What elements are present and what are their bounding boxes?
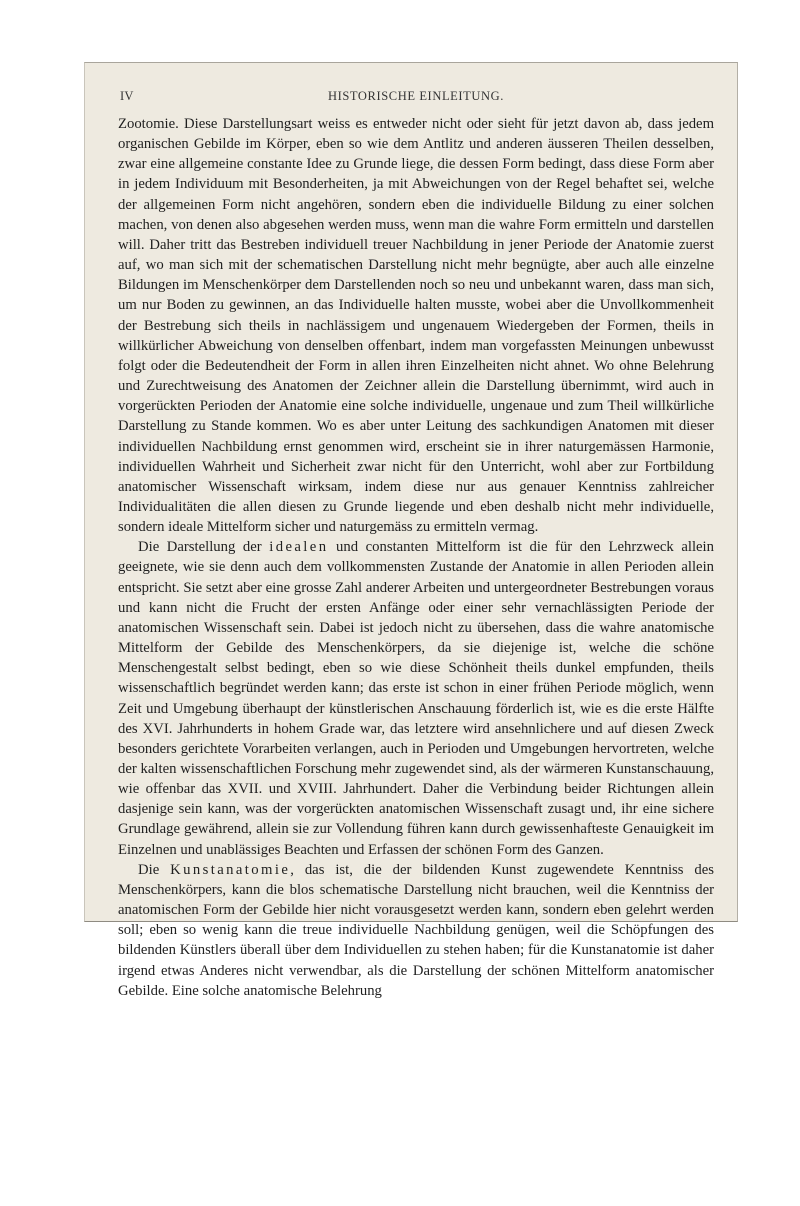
running-title: HISTORISCHE EINLEITUNG. [327,89,505,103]
paragraph-lead: Die [138,861,171,878]
page-header [118,89,714,105]
paragraph-body: , das ist, die der bildenden Kunst zugewendete Kenntniss des Menschenkörpers, kann die blos schematische Darstellung nicht brauchen, weil die Kenntniss der anatomischen Form der Gebilde hier nicht vorausgesetzt werden kann, sondern eben gelehrt werden soll; eben so wenig kann die treue individuelle Nachbildung genügen, weil die Schöpfungen des bildenden Künstlers überall über dem Individuellen zu stehen haben; für die Kunstanatomie ist daher irgend etwas Anderes nicht verwendbar, als die Darstellung der schönen Mittelform anatomischer Gebilde. Eine solche anatomische Belehrung [118,861,714,999]
emphasized-term: idealen [269,539,329,556]
paragraph-lead: Die Darstellung der [138,539,270,556]
paragraph-kunstanatomie [118,860,714,1001]
paragraph-zootomie: Zootomie. Diese Darstellungsart weiss es entweder nicht oder sieht für jetzt davon ab, dass jedem organischen Gebilde im Körper, eben so wie dem Antlitz und anderen äusseren Theilen desselben, zwar eine allgemeine constante Idee zu Grunde liege, die dessen Form bedingt, dass diese Form aber in jedem Individuum mit Besonderheiten, ja mit Abweichungen von der Regel behaftet sei, welche der allgemeinen Form nicht angehören, sondern eben die individuelle Bildung zu einer solchen machen, von denen also abgesehen werden muss, wenn man die wahre Form ermitteln und darstellen will. Daher tritt das Bestreben individuell treuer Nachbildung in jener Periode der Anatomie zuerst auf, wo man sich mit der schematischen Darstellung nicht mehr begnügte, aber auch alle einzelne Bildungen im Menschenkörper dem Darstellenden noch so neu und unbekannt waren, dass man sich, um nur Boden zu gewinnen, an das Individuelle halten musste, wobei aber die Unvollkommenheit der Bestrebung sich theils in nachlässigem und ungenauem Wiedergeben der Formen, theils in willkürlicher Abweichung von denselben offenbart, indem man vorgefassten Meinungen unbewusst folgt oder die Bedeutendheit der Form in allen ihren Einzelheiten nicht ahnet. Wo ohne Belehrung und Zurechtweisung des Anatomen der Zeichner allein die Darstellung übernimmt, wird auch in vorgerückten Perioden der Anatomie eine solche individuelle, ungenaue und zum Theil willkürliche Darstellung zu Stande kommen. Wo es aber unter Leitung des sachkundigen Anatomen mit dieser individuellen Nachbildung ernst genommen wird, erscheint sie in ihrer naturgemässen Harmonie, individuellen Wahrheit und Sicherheit zwar nicht für den Unterricht, wohl aber zur Fortbildung anatomischer Wissenschaft wirksam, indem diese nur aus genauer Kenntniss zahlreicher Individualitäten die allen diesen zu Grunde liegende und eben deshalb nicht mehr individuelle, sondern ideale Mittelform sicher und naturgemäss zu ermitteln vermag. [118,116,714,536]
emphasized-term: Kunstanatomie [170,861,291,878]
page-number: IV [120,89,134,103]
paragraph-body: und constanten Mittelform ist die für den Lehrzweck allein geeignete, wie sie denn auch dem vollkommensten Zustande der Anatomie in allen Perioden allein entspricht. Sie setzt aber eine grosse Zahl anderer Arbeiten und untergeordneter Bestrebungen voraus und kann nicht die Frucht der ersten Anfänge oder einer sehr vernachlässigten Periode der anatomischen Wissenschaft sein. Dabei ist jedoch nicht zu übersehen, dass die wahre anatomische Mittelform der Gebilde des Menschenkörpers, da sie diejenige ist, welche die schöne Menschengestalt selbst bedingt, eben so wie diese Schönheit theils dunkel empfunden, theils wissenschaftlich begründet werden kann; das erste ist schon in einer frühen Periode möglich, wenn Zeit und Umgebung überhaupt der künstlerischen Anschauung förderlich ist, wie es die erste Hälfte des XVI. Jahrhunderts in hohem Grade war, das letztere wird ansehnlichere und auf diesen Zweck besonders gerichtete Vorarbeiten verlangen, auch in Perioden und Umgebungen hervortreten, welche der kalten wissenschaftlichen Forschung mehr zugewendet sind, als der wärmeren Kunstanschauung, wie offenbar das XVII. und XVIII. Jahrhundert. Daher die Verbindung beider Richtungen allein dasjenige sein kann, was der vorgerückten anatomischen Wissenschaft zusagt und, ihr eine sichere Grundlage gewährend, allein sie zur Vollendung führen kann durch gewissenhafteste Genauigkeit im Einzelnen und unablässiges Beachten und Erfassen der schönen Form des Ganzen. [118,539,714,858]
body-text [118,114,714,1001]
paragraph-ideale-mittelform [118,537,714,860]
